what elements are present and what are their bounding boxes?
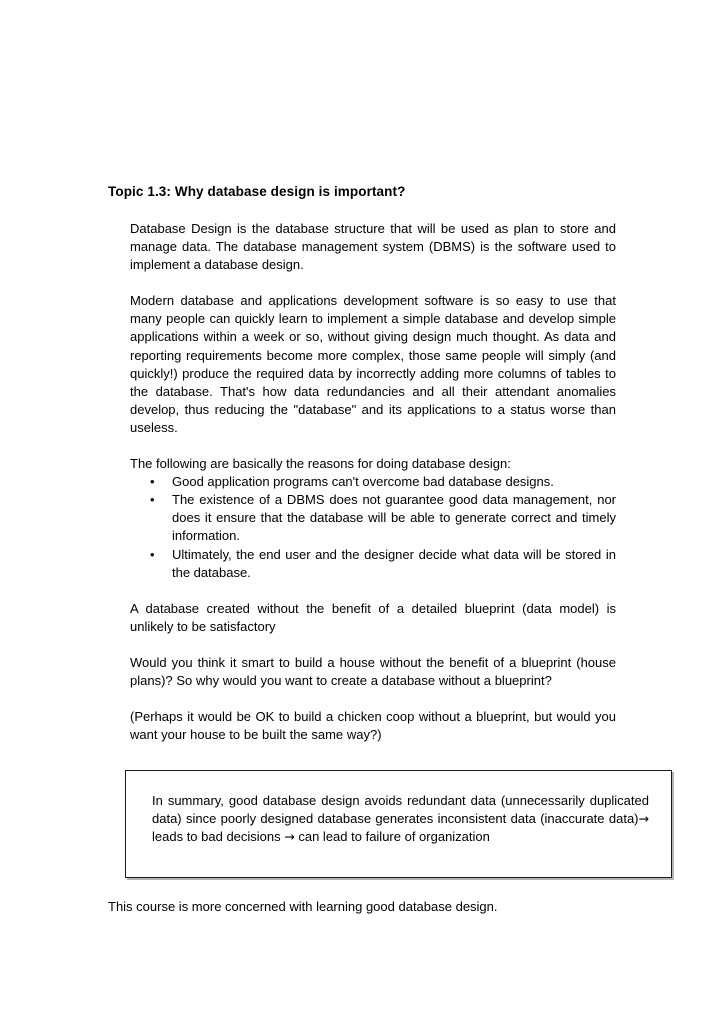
closing-statement: This course is more concerned with learning good database design.: [108, 899, 498, 914]
right-arrow-icon: →: [638, 811, 649, 827]
paragraph-house-question: Would you think it smart to build a house without the benefit of a blueprint (house plans)? So why would you want to create a database without a blueprint?: [130, 654, 616, 688]
bullet-icon: •: [150, 474, 155, 490]
summary-callout-box: [125, 770, 672, 878]
list-item: [130, 473, 616, 491]
list-item: [130, 491, 616, 545]
list-item: [130, 546, 616, 582]
paragraph-blueprint: A database created without the benefit of a detailed blueprint (data model) is unlikely to be satisfactory: [130, 600, 616, 634]
summary-segment-2: leads to bad decisions: [152, 829, 285, 845]
list-item-label: Good application programs can't overcome bad database designs.: [172, 474, 554, 490]
bullet-icon: •: [150, 492, 155, 508]
summary-segment-1: In summary, good database design avoids redundant data (unnecessarily duplicated data) since poorly designed database generates inconsistent data (inaccurate data): [152, 793, 649, 827]
page-title: Topic 1.3: Why database design is important?: [108, 184, 406, 199]
document-body: [108, 183, 616, 744]
right-arrow-icon: →: [284, 829, 295, 845]
summary-callout-inner: [152, 792, 649, 846]
paragraph-intro: Database Design is the database structure that will be used as plan to store and manage data. The database management system (DBMS) is the software used to implement a database design.: [130, 221, 616, 273]
paragraph-modern-software: Modern database and applications development software is so easy to use that many people can quickly learn to implement a simple database and develop simple applications within a week or so, without giving design much thought. As data and reporting requirements become more complex, those same people will simply (and quickly!) produce the required data by incorrectly adding more columns of tables to the database. That's how data redundancies and all their attendant anomalies develop, thus reducing the "database" and its applications to a status worse than useless.: [130, 293, 616, 435]
summary-callout-text: [152, 792, 649, 846]
paragraph-chicken-coop: (Perhaps it would be OK to build a chicken coop without a blueprint, but would you want your house to be built the same way?): [130, 709, 616, 743]
reasons-list: [130, 473, 616, 582]
list-item-label: The existence of a DBMS does not guarantee good data management, nor does it ensure that the database will be able to generate correct and timely information.: [172, 492, 616, 544]
body-text-block: [130, 220, 616, 744]
reasons-lead-in: The following are basically the reasons for doing database design:: [130, 456, 511, 472]
bullet-icon: •: [150, 546, 155, 562]
summary-segment-3: can lead to failure of organization: [294, 829, 490, 845]
list-item-label: Ultimately, the end user and the designer decide what data will be stored in the database.: [172, 546, 616, 580]
